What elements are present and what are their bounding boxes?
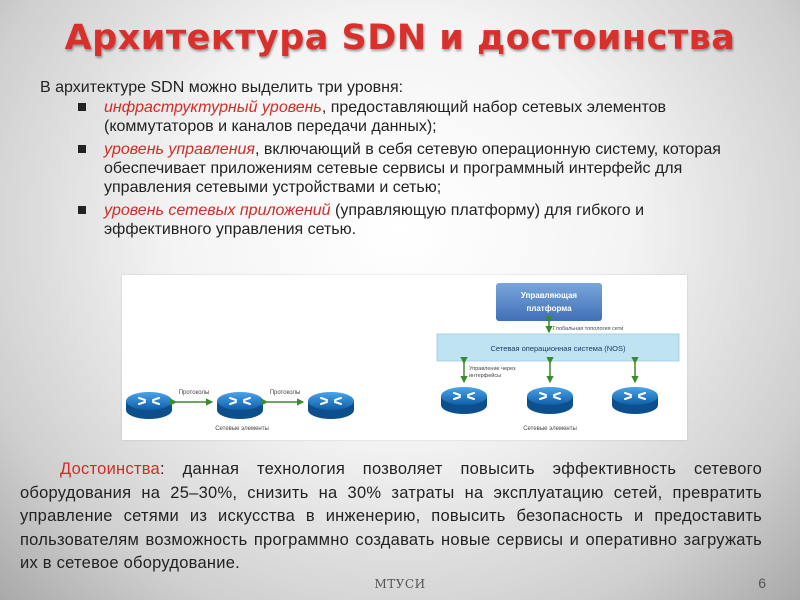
- square-bullet-icon: [78, 145, 86, 153]
- network-elements-caption: Сетевые элементы: [215, 426, 269, 432]
- square-bullet-icon: [78, 206, 86, 214]
- footer-text: МТУСИ: [374, 577, 426, 591]
- router-icon: [126, 392, 172, 419]
- interface-label: интерфейсы: [469, 373, 502, 379]
- square-bullet-icon: [78, 103, 86, 111]
- control-platform-box: [496, 283, 602, 321]
- levels-list: [78, 98, 748, 243]
- platform-label: платформа: [526, 304, 572, 313]
- sdn-architecture-diagram: [122, 275, 687, 440]
- level-name: инфраструктурный уровень: [104, 99, 322, 116]
- router-icon: [527, 387, 573, 414]
- level-name: уровень управления: [104, 141, 255, 158]
- interface-label: Управление через: [469, 366, 516, 372]
- router-icon: [308, 392, 354, 419]
- page-number: 6: [758, 575, 766, 591]
- router-icon: [217, 392, 263, 419]
- nos-label: Сетевая операционная система (NOS): [490, 344, 626, 353]
- advantages-label: Достоинства: [60, 460, 160, 478]
- level-text: , предоставляющий набор сетевых элементов (коммутаторов и каналов передачи данных);: [104, 99, 667, 135]
- level-name: уровень сетевых приложений: [104, 202, 331, 219]
- slide-title: Архитектура SDN и достоинства: [64, 18, 736, 58]
- level-text: , включающий в себя сетевую операционную систему, которая обеспечивает приложениям сетевые сервисы и программный интерфейс для управления сетевыми устройствами и сетью;: [104, 141, 721, 196]
- protocol-label: Протоколы: [178, 390, 210, 396]
- protocol-label: Протоколы: [269, 390, 301, 396]
- list-item: [78, 140, 748, 197]
- list-item: [78, 201, 748, 239]
- router-icon: [612, 387, 658, 414]
- router-icon: [441, 387, 487, 414]
- platform-label: Управляющая: [520, 291, 578, 300]
- intro-text: В архитектуре SDN можно выделить три уровня:: [40, 79, 404, 96]
- advantages-paragraph: [20, 458, 762, 576]
- level-text: (управляющую платформу) для гибкого и эффективного управления сетью.: [104, 202, 645, 238]
- network-elements-caption: Сетевые элементы: [523, 426, 577, 432]
- list-item: [78, 98, 748, 136]
- advantages-text: : данная технология позволяет повысить эффективность сетевого оборудования на 25–30%, снизить на 30% затраты на эксплуатацию сетей, превратить управление сетями из искусства в инженерию, повысить безопасность и предоставить пользователям возможность программно создавать новые сервисы и оперативно загружать их в сетевое оборудование.: [20, 460, 762, 572]
- topology-label: Глобальная топология сети: [553, 326, 624, 332]
